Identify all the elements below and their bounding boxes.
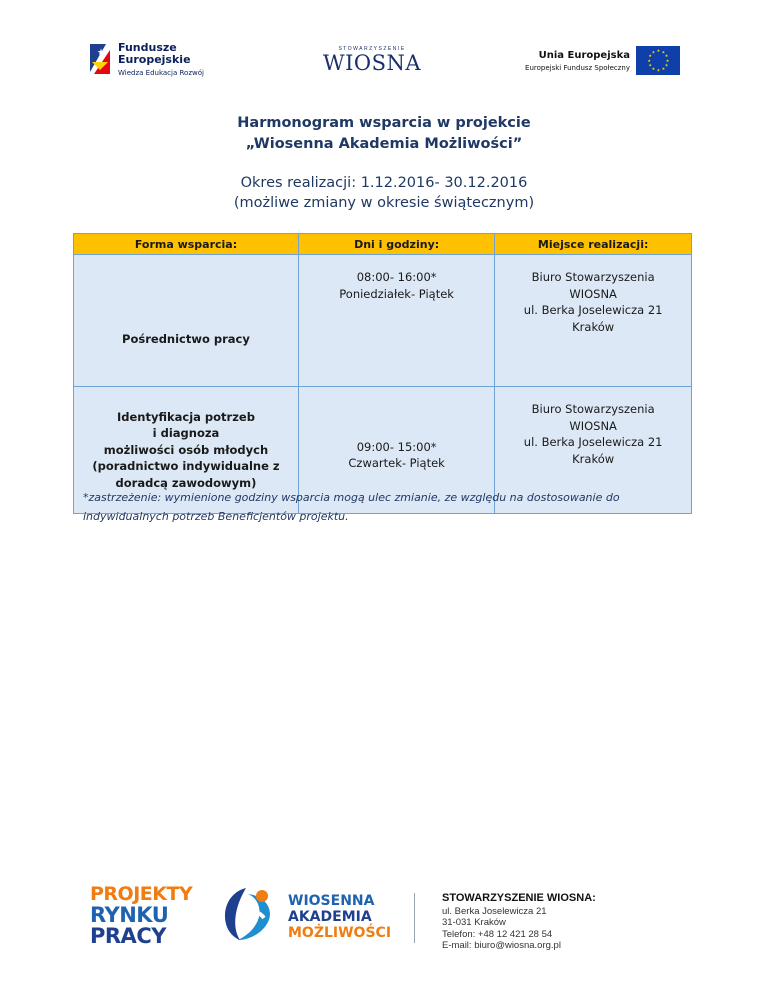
svg-text:★: ★ (661, 66, 666, 71)
fe-sub: Wiedza Edukacja Rozwój (118, 69, 204, 77)
row2-hours-time: 09:00- 15:00* (356, 439, 437, 454)
svg-text:★: ★ (651, 49, 656, 55)
wam-line3: MOŻLIWOŚCI (288, 925, 392, 941)
table-header-row (74, 234, 692, 255)
note-line1: *zastrzeżenie: wymienione godziny wsparcia mogą ulec zmianie, ze względu na dostosowanie do (83, 491, 620, 504)
contact-email: E-mail: biuro@wiosna.org.pl (442, 940, 561, 951)
eu-flag-icon (636, 46, 680, 75)
svg-text:★: ★ (656, 48, 661, 54)
contact-heading: STOWARZYSZENIE WIOSNA: (442, 892, 596, 904)
wam-line1: WIOSENNA (288, 893, 375, 909)
wiosenna-akademia-text (288, 893, 391, 941)
svg-text:★: ★ (665, 57, 670, 63)
row1-hours-time: 08:00- 16:00* (356, 270, 437, 284)
footer-divider (414, 893, 415, 943)
row1-place-line: WIOSNA (569, 286, 617, 301)
wiosna-logo-big: WIOSNA (322, 51, 422, 75)
svg-text:★: ★ (648, 53, 652, 58)
prp-line2: RYNKU (90, 903, 169, 927)
eu-logo (520, 46, 680, 76)
contact-phone: Telefon: +48 12 421 28 54 (442, 928, 553, 940)
row2-form-line: i diagnoza (152, 426, 220, 441)
header-place: Miejsce realizacji: (495, 234, 692, 255)
row1-place-line: Biuro Stowarzyszenia (531, 270, 655, 284)
row2-form-line: doradcą zawodowym) (115, 475, 257, 490)
row2-place-line: ul. Berka Joselewicza 21 (523, 435, 663, 449)
prp-line1: PROJEKTY (90, 883, 193, 905)
row2-place-line: WIOSNA (569, 418, 617, 433)
period-line2: (możliwe zmiany w okresie świątecznym) (233, 195, 535, 211)
wam-line2: AKADEMIA (288, 909, 372, 925)
row2-place-line: Kraków (572, 451, 615, 466)
contact-city: 31-031 Kraków (442, 917, 506, 928)
schedule-table (73, 233, 692, 514)
row1-form (74, 255, 299, 387)
row1-form-line: Pośrednictwo pracy (122, 332, 250, 347)
note-line2: indywidualnych potrzeb Beneficjentów projektu. (83, 510, 349, 523)
svg-text:★: ★ (97, 47, 106, 57)
wiosna-logo-small: STOWARZYSZENIE (338, 46, 406, 52)
fundusze-europejskie-logo (88, 40, 218, 82)
fe-line1: Fundusze (118, 41, 177, 54)
eu-title: Unia Europejska (538, 50, 630, 61)
fe-line2: Europejskie (118, 53, 191, 66)
header-form: Forma wsparcia: (74, 234, 299, 255)
svg-text:★: ★ (648, 62, 652, 68)
svg-text:★: ★ (656, 67, 661, 73)
svg-text:★: ★ (661, 49, 666, 55)
row1-place (495, 255, 692, 387)
contact-street: ul. Berka Joselewicza 21 (442, 905, 547, 917)
svg-text:★: ★ (664, 53, 669, 58)
row2-hours-days: Czwartek- Piątek (348, 456, 445, 470)
contact-block (442, 893, 596, 952)
eu-sub: Europejski Fundusz Społeczny (525, 64, 630, 72)
row1-place-line: Kraków (572, 319, 615, 334)
wiosna-logo (322, 46, 422, 78)
row1-hours (298, 255, 494, 387)
svg-text:★: ★ (651, 66, 656, 71)
row2-form-line: (poradnictwo indywidualne z (92, 459, 280, 474)
wiosenna-akademia-icon (218, 884, 278, 944)
prp-line3: PRACY (90, 924, 166, 948)
row2-form-line: możliwości osób młodych (103, 442, 269, 457)
row1-place-line: ul. Berka Joselewicza 21 (523, 303, 663, 317)
fe-flag-icon (88, 40, 112, 78)
svg-text:★: ★ (664, 62, 669, 68)
projekty-rynku-pracy-logo (90, 884, 192, 947)
row1-hours-days: Poniedziałek- Piątek (339, 286, 454, 301)
svg-text:★: ★ (647, 57, 651, 63)
title-line2: „Wiosenna Akademia Możliwości” (245, 136, 523, 152)
row2-place-line: Biuro Stowarzyszenia (531, 402, 655, 416)
disclaimer-note (83, 488, 683, 526)
header-hours: Dni i godziny: (298, 234, 494, 255)
table-row (74, 255, 692, 387)
row2-form-line: Identyfikacja potrzeb (116, 409, 255, 424)
title-line1: Harmonogram wsparcia w projekcie (237, 115, 531, 131)
period-line1: Okres realizacji: 1.12.2016- 30.12.2016 (240, 175, 528, 191)
